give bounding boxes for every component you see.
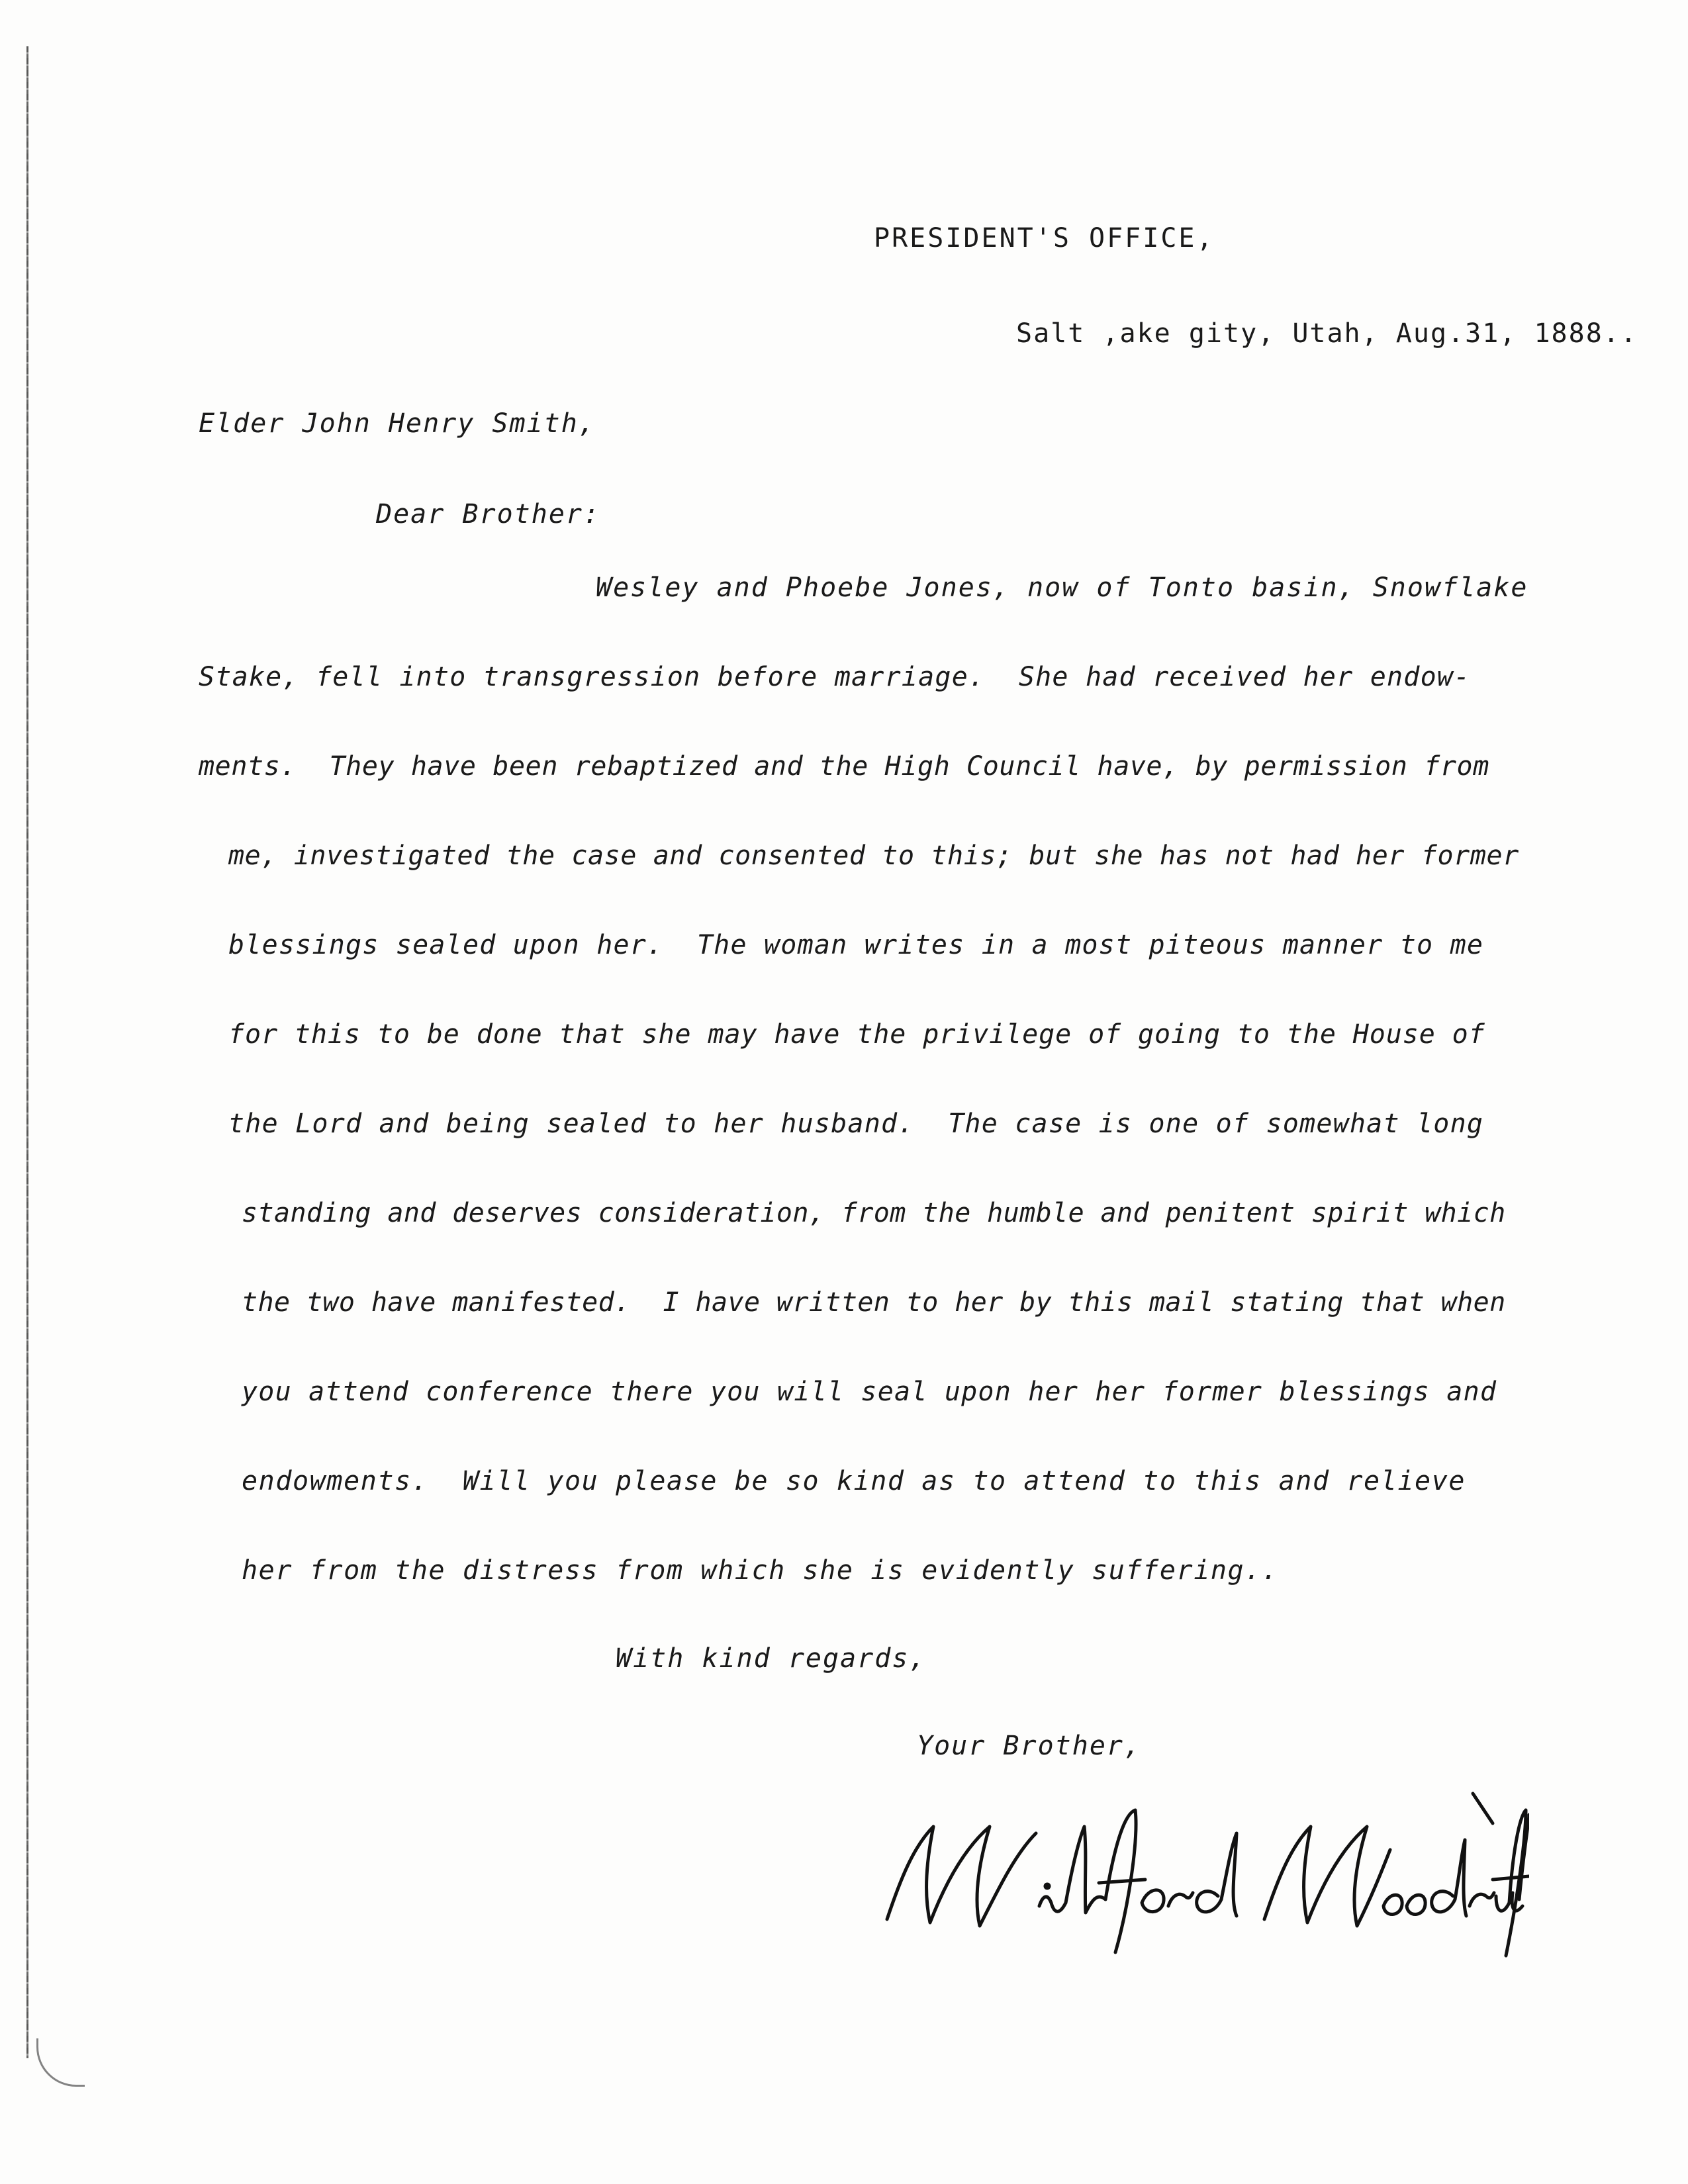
body-line-10: you attend conference there you will seal upon her her former blessings and	[242, 1377, 1497, 1407]
body-line-6: for this to be done that she may have the privilege of going to the House of	[228, 1019, 1485, 1050]
binding-edge-mark	[26, 46, 28, 2058]
page-corner-curl	[36, 2038, 85, 2087]
body-line-7: the Lord and being sealed to her husband. The case is one of somewhat long	[228, 1109, 1484, 1139]
closing-line: With kind regards,	[616, 1643, 927, 1674]
salutation: Dear Brother:	[376, 499, 601, 529]
body-line-8: standing and deserves consideration, from the humble and penitent spirit which	[242, 1198, 1506, 1228]
body-line-9: the two have manifested. I have written to her by this mail stating that when	[242, 1287, 1506, 1318]
dateline: Salt ,ake gity, Utah, Aug.31, 1888..	[1016, 318, 1638, 349]
handwritten-signature	[874, 1787, 1529, 1959]
body-line-5: blessings sealed upon her. The woman writes in a most piteous manner to me	[228, 930, 1484, 960]
letterhead-heading: PRESIDENT'S OFFICE,	[874, 223, 1215, 253]
body-line-3: ments. They have been rebaptized and the High Council have, by permission from	[199, 751, 1489, 782]
body-line-12: her from the distress from which she is evidently suffering..	[242, 1555, 1279, 1586]
body-line-2: Stake, fell into transgression before marriage. She had received her endow-	[199, 662, 1471, 692]
body-line-11: endowments. Will you please be so kind as to attend to this and relieve	[242, 1466, 1466, 1496]
recipient-line: Elder John Henry Smith,	[199, 408, 596, 439]
body-line-4: me, investigated the case and consented to this; but she has not had her former	[228, 841, 1519, 871]
sign-off-line: Your Brother,	[917, 1731, 1142, 1761]
body-line-1: Wesley and Phoebe Jones, now of Tonto basin, Snowflake	[596, 572, 1528, 603]
